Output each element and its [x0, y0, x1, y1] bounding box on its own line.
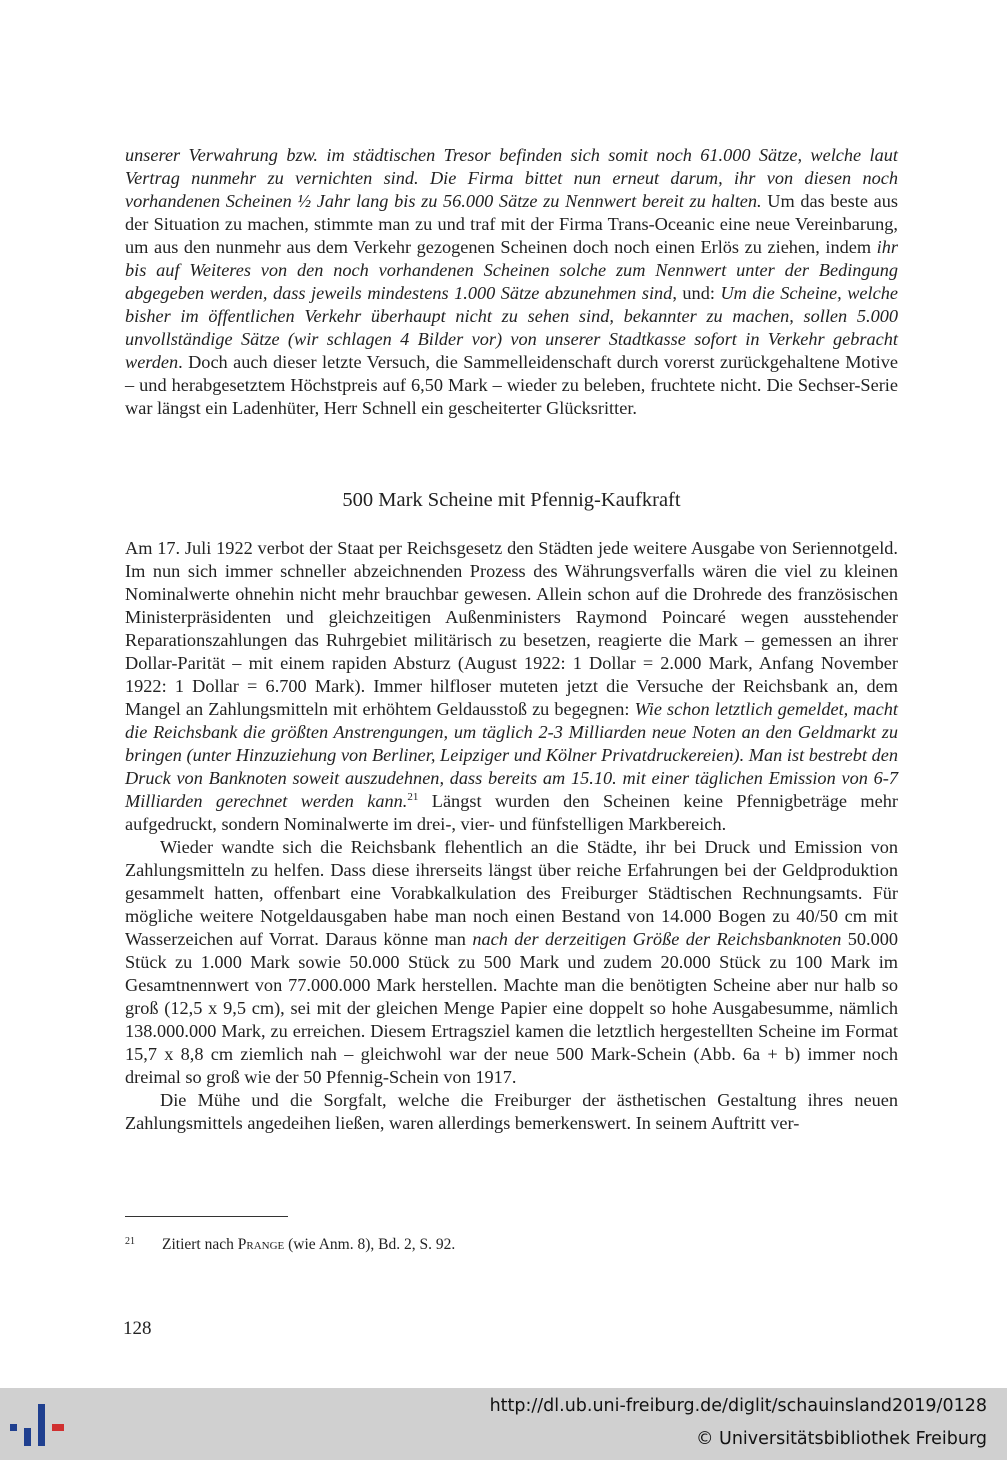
text-run: Am 17. Juli 1922 verbot der Staat per Reichsgesetz den Städten jede weitere Ausgabe von Seriennotgeld. Im nun sich immer schneller abzeichnenden Prozess des Währungsverfalls wären die viel zu kleinen Nominalwerte ohnehin nicht mehr brauchbar gewesen. Allein schon auf die Drohrede des französischen Ministerpräsidenten und gleichzeitigen Außenministers Raymond Poincaré wegen ausstehender Reparationszahlungen das Ruhrgebiet militärisch zu besetzen, reagierte die Mark – gemessen an ihrer Dollar-Parität – mit einem rapiden Absturz (August 1922: 1 Dollar = 2.000 Mark, Anfang November 1922: 1 Dollar = 6.700 Mark). Immer hilfloser muteten jetzt die Versuche der Reichsbank an, dem Mangel an Zahlungsmitteln mit erhöhtem Geldausstoß zu begegnen: — [125, 538, 898, 719]
section-heading: 500 Mark Scheine mit Pfennig-Kaufkraft — [342, 489, 681, 511]
footnote-reference: 21 — [407, 790, 419, 803]
footnote-text-pre: Zitiert nach — [162, 1236, 238, 1253]
text-run: 50.000 Stück zu 1.000 Mark sowie 50.000 Stück zu 500 Mark und zudem 20.000 Stück zu 100 Mark im Gesamtnennwert von 77.000.000 Mark herstellen. Machte man die benötigten Scheine aber nur halb so groß (12,5 x 9,5 cm), sei mit der gleichen Menge Papier eine doppelt so hohe Ausgabesumme, nämlich 138.000.000 Mark, zu erreichen. Diesem Ertragsziel kamen die letztlich hergestellten Scheine im Format 15,7 x 8,8 cm ziemlich nah – gleichwohl war der neue 500 Mark-Schein (Abb. 6a + b) immer noch dreimal so groß wie der 50 Pfennig-Schein von 1917. — [125, 929, 899, 1087]
paragraph-3 — [125, 836, 898, 1089]
text-run: . Doch auch dieser letzte Versuch, die Sammelleidenschaft durch vorerst zurückgehaltene Motive – und herabgesetztem Höchstpreis auf 6,50 Mark – wieder zu beleben, fruchtete nicht. Die Sechser-Serie war längst ein Ladenhüter, Herr Schnell ein gescheiterter Glücksritter. — [125, 352, 898, 418]
footnote-text-post: (wie Anm. 8), Bd. 2, S. 92. — [284, 1236, 456, 1253]
text-run: Wieder wandte sich die Reichsbank flehentlich an die Städte, ihr bei Druck und Emission von Zahlungsmitteln zu helfen. Dass diese ihrerseits längst über reiche Erfahrungen bei der Geldproduktion gesammelt hatten, offenbart eine Vorabkalkulation des Freiburger Städtischen Rechnungsamts. Für mögliche weitere Notgeldausgaben habe man noch einen Bestand von 14.000 Bogen zu 40/50 cm mit Wasserzeichen auf Vorrat. Daraus könne man — [125, 837, 898, 949]
footnote-divider — [125, 1216, 288, 1217]
footnote-author: Prange — [237, 1236, 285, 1253]
copyright-text: © Universitätsbibliothek Freiburg — [695, 1429, 987, 1449]
italic-quote-run: unserer Verwahrung bzw. im städtischen Tresor befinden sich somit noch 61.000 Sätze, welche laut Vertrag nunmehr zu vernichten sind. Die Firma bittet nun erneut darum, ihr von diesen noch vorhandenen Scheinen ½ Jahr lang bis zu 56.000 Sätze zu Nennwert bereit zu halten. — [125, 145, 898, 211]
paragraph-4 — [125, 1089, 898, 1135]
footer-bar — [0, 1388, 1007, 1460]
footnote — [125, 1232, 455, 1255]
text-block-lower — [125, 537, 898, 1135]
italic-quote-run: Um die Scheine, welche bisher im öffentlichen Verkehr überhaupt nicht zu sehen sind, bekannter zu machen, sollen 5.000 unvollständige Sätze (wir schlagen 4 Bilder vor) von unserer Stadtkasse sofort in Verkehr gebracht werden — [125, 283, 898, 372]
page-number: 128 — [123, 1318, 152, 1339]
italic-quote-run: nach der derzeitigen Größe der Reichsbanknoten — [472, 929, 842, 949]
document-url-link[interactable]: http://dl.ub.uni-freiburg.de/diglit/schauinsland2019/0128 — [489, 1396, 987, 1416]
italic-quote-run: Wie schon letztlich gemeldet, macht die Reichsbank die größten Anstrengungen, um täglich 2-3 Milliarden neue Noten an den Geldmarkt zu bringen (unter Hinzuziehung von Berliner, Leipziger und Kölner Privatdruckereien). Man ist bestrebt den Druck von Banknoten soweit auszudehnen, dass bereits am 15.10. mit einer täglichen Emission von 6-7 Milliarden gerechnet werden kann. — [125, 699, 898, 811]
paragraph-2 — [125, 537, 898, 836]
text-run: Die Mühe und die Sorgfalt, welche die Freiburger der ästhetischen Gestaltung ihres neuen Zahlungsmittels angedeihen ließen, waren allerdings bemerkenswert. In seinem Auftritt ver- — [125, 1090, 898, 1133]
text-run: Um das beste aus der Situation zu machen, stimmte man zu und traf mit der Firma Trans-Oceanic eine neue Vereinbarung, um aus den nunmehr aus dem Verkehr gezogenen Scheinen doch noch einen Erlös zu ziehen, indem — [125, 191, 898, 257]
text-run: Längst wurden den Scheinen keine Pfennigbeträge mehr aufgedruckt, sondern Nominalwerte im drei-, vier- und fünfstelligen Markbereich. — [125, 791, 898, 834]
text-block-upper — [125, 144, 898, 420]
ub-freiburg-logo-icon — [10, 1398, 66, 1450]
paragraph-1 — [125, 144, 898, 420]
footnote-number: 21 — [125, 1236, 135, 1247]
text-run: , und: — [672, 283, 721, 303]
italic-quote-run: ihr bis auf Weiteres von den noch vorhandenen Scheinen solche zum Nennwert unter der Bedingung abgegeben werden, dass jeweils mindestens 1.000 Sätze abzunehmen sind — [125, 237, 898, 303]
